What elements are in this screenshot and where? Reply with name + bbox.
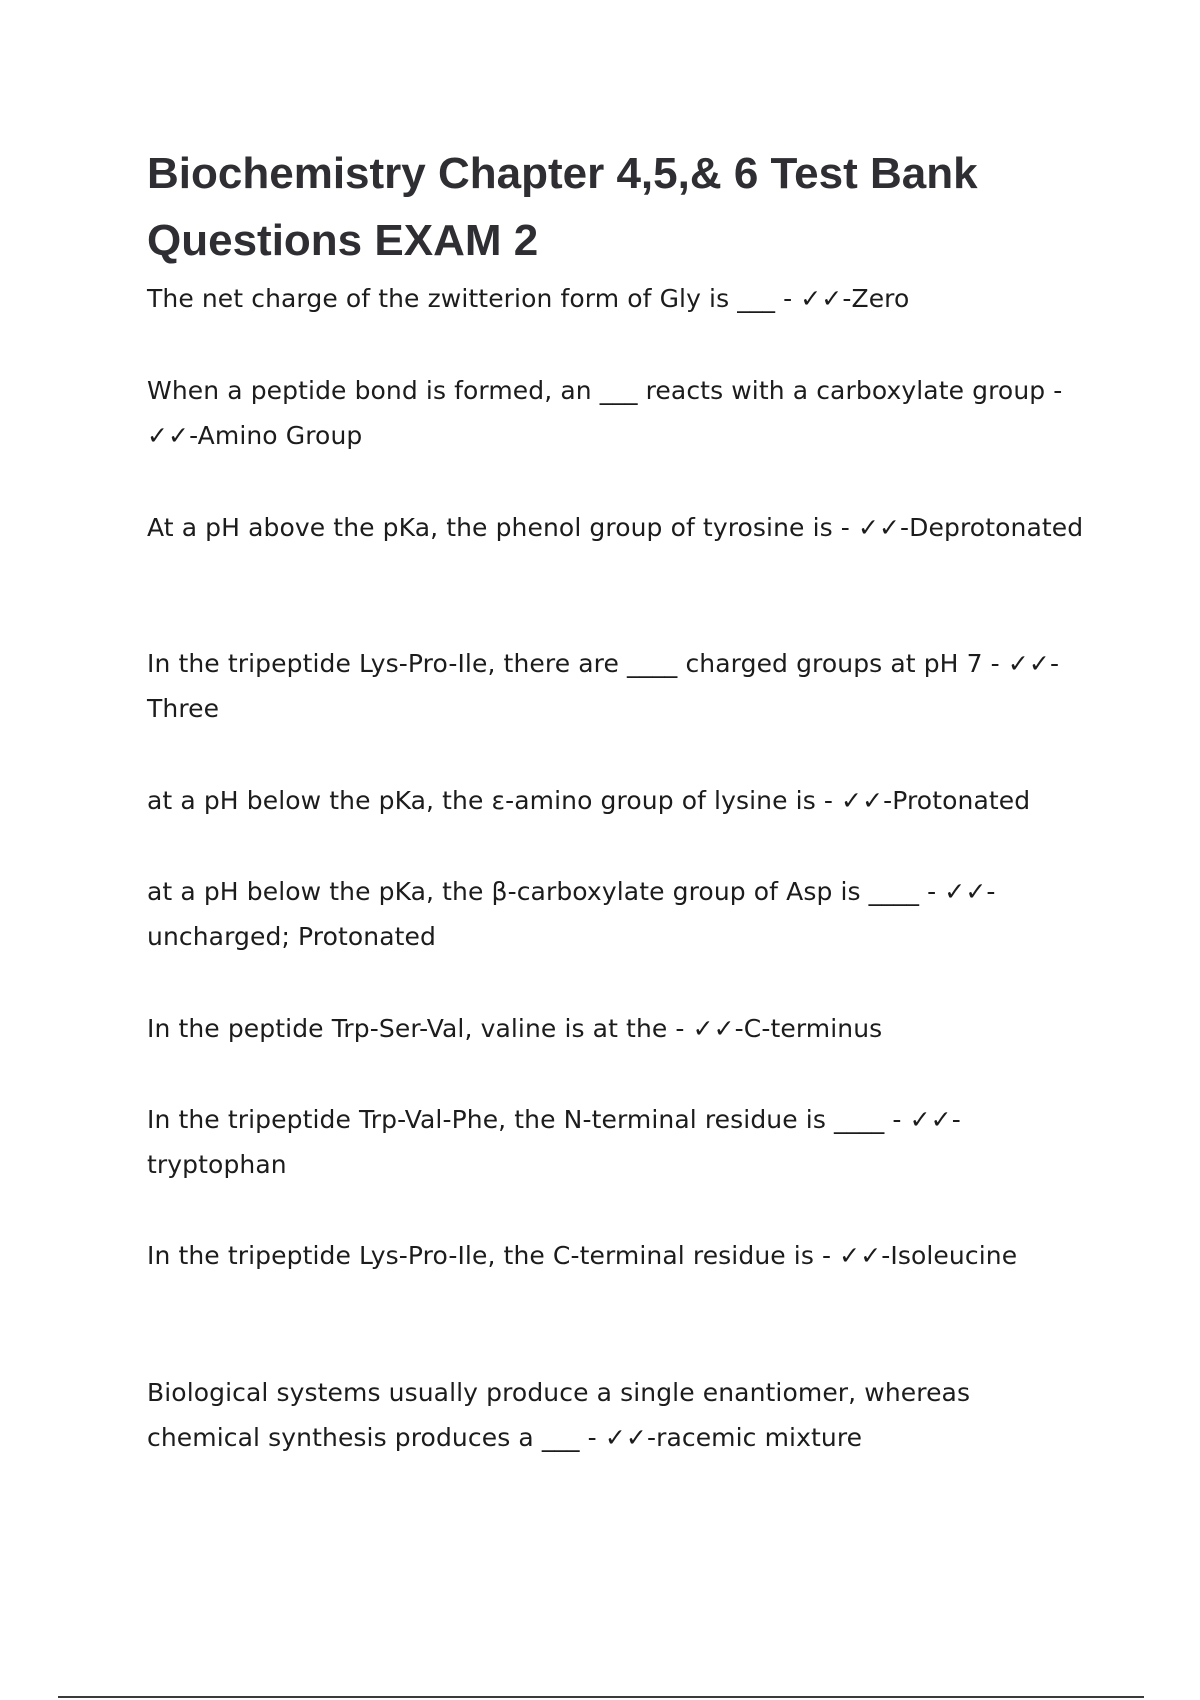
bottom-divider bbox=[58, 1696, 1144, 1698]
question-10: Biological systems usually produce a single enantiomer, whereas chemical synthesis produces a ___ - ✓✓-racemic mixture bbox=[147, 1378, 971, 1452]
question-8: In the tripeptide Trp-Val-Phe, the N-terminal residue is ____ - ✓✓-tryptophan bbox=[147, 1105, 961, 1179]
question-2: When a peptide bond is formed, an ___ reacts with a carboxylate group - ✓✓-Amino Group bbox=[147, 376, 1063, 450]
question-5: at a pH below the pKa, the ε-amino group of lysine is - ✓✓-Protonated bbox=[147, 786, 1031, 815]
question-9: In the tripeptide Lys-Pro-Ile, the C-terminal residue is - ✓✓-Isoleucine bbox=[147, 1241, 1018, 1270]
question-4: In the tripeptide Lys-Pro-Ile, there are ____ charged groups at pH 7 - ✓✓-Three bbox=[147, 649, 1060, 723]
question-7: In the peptide Trp-Ser-Val, valine is at the - ✓✓-C-terminus bbox=[147, 1014, 883, 1043]
document-title: Biochemistry Chapter 4,5,& 6 Test Bank Questions EXAM 2 bbox=[147, 149, 978, 265]
question-3: At a pH above the pKa, the phenol group of tyrosine is - ✓✓-Deprotonated bbox=[147, 513, 1084, 542]
question-1: The net charge of the zwitterion form of Gly is ___ - ✓✓-Zero bbox=[147, 284, 910, 313]
question-6: at a pH below the pKa, the β-carboxylate group of Asp is ____ - ✓✓-uncharged; Protonated bbox=[147, 877, 996, 951]
